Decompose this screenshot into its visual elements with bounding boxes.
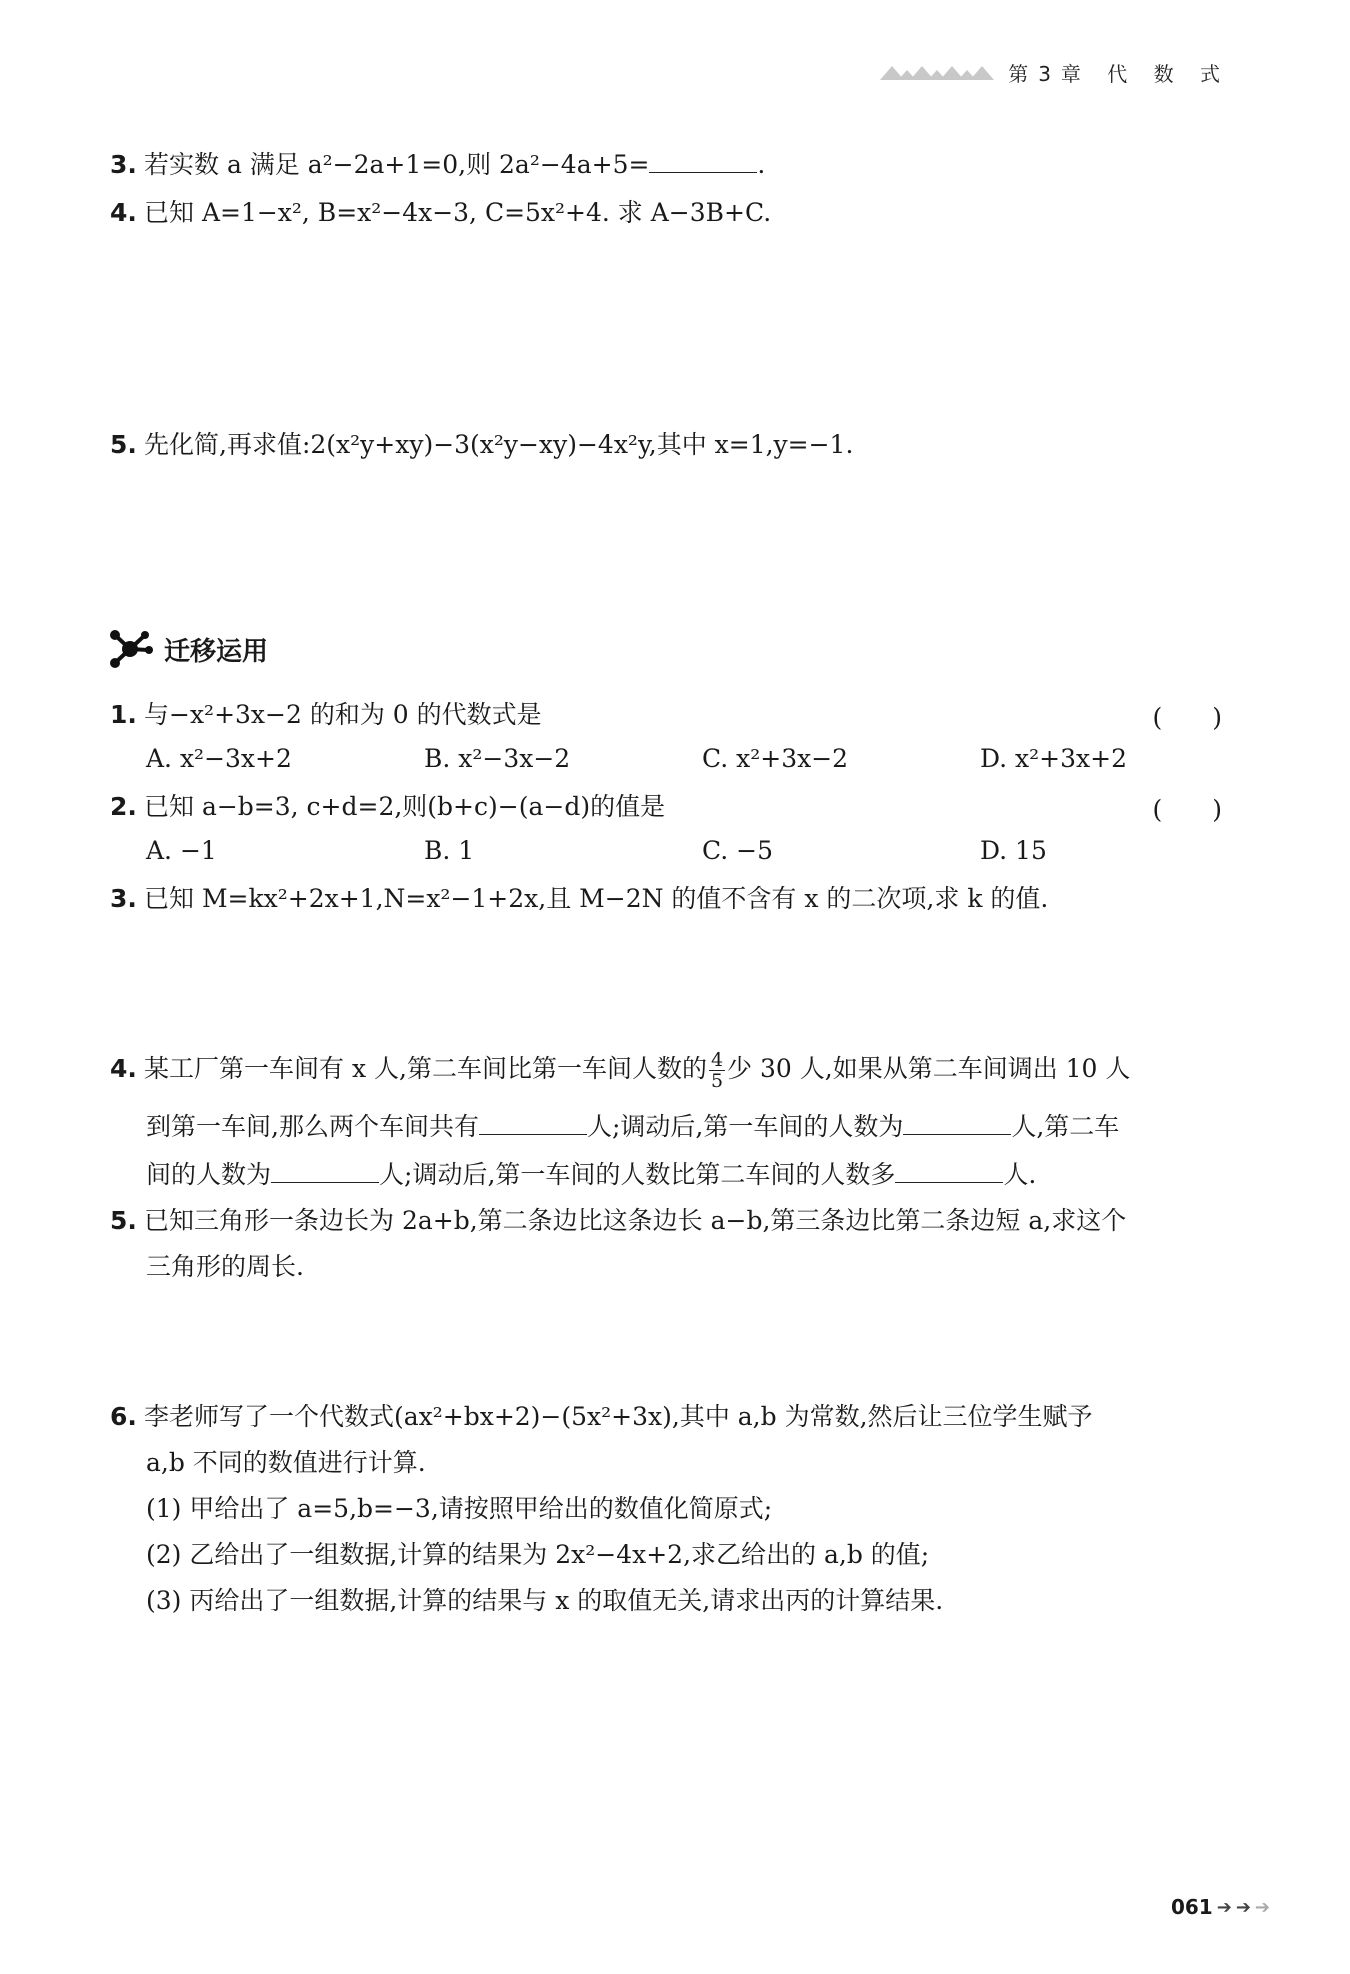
chapter-title: 第3章 代 数 式 [1008,62,1230,86]
fraction: $\frac{4}{5}$ [710,1049,724,1092]
answer-blank[interactable] [479,1112,587,1135]
mc-question-2: 2. 已知 a−b=3, c+d=2,则(b+c)−(a−d)的值是 [110,792,666,821]
question-4-top: 4. 已知 A=1−x², B=x²−4x−3, C=5x²+4. 求 A−3B+C. [110,198,772,227]
option-a[interactable]: A. x²−3x+2 [146,744,292,773]
answer-paren[interactable]: ( ) [1152,703,1222,732]
answer-blank[interactable] [903,1112,1011,1135]
question-5: 5. 已知三角形一条边长为 2a+b,第二条边比这条边长 a−b,第三条边比第二条边短 a,求这个 [110,1206,1127,1235]
mc-question-1: 1. 与−x²+3x−2 的和为 0 的代数式是 [110,700,542,729]
option-d[interactable]: D. 15 [980,836,1047,865]
answer-blank[interactable] [649,150,757,173]
option-a[interactable]: A. −1 [146,836,217,865]
answer-paren[interactable]: ( ) [1152,795,1222,824]
answer-blank[interactable] [271,1160,379,1183]
option-c[interactable]: C. x²+3x−2 [702,744,849,773]
sub-question-2: (2) 乙给出了一组数据,计算的结果为 2x²−4x+2,求乙给出的 a,b 的值; [146,1540,930,1569]
sub-question-1: (1) 甲给出了 a=5,b=−3,请按照甲给出的数值化简原式; [146,1494,773,1523]
page-number: 061 ➔ ➔ ➔ [1170,1895,1270,1919]
arrow-right-icon: ➔ [1235,1896,1251,1918]
answer-blank[interactable] [895,1160,1003,1183]
question-5-line-2: 三角形的周长. [146,1252,304,1281]
mountain-decoration-icon [880,66,988,80]
section-title: 迁移运用 [164,636,269,667]
section-header [108,628,268,670]
arrow-right-icon: ➔ [1254,1896,1270,1918]
molecule-icon [108,628,154,670]
option-d[interactable]: D. x²+3x+2 [980,744,1127,773]
question-4: 4. 某工厂第一车间有 x 人,第二车间比第一车间人数的 $\frac{4}{5}$ 少 30 人,如果从第二车间调出 10 人 [110,1049,1131,1092]
sub-question-3: (3) 丙给出了一组数据,计算的结果与 x 的取值无关,请求出丙的计算结果. [146,1586,944,1615]
option-c[interactable]: C. −5 [702,836,773,865]
question-3: 3. 已知 M=kx²+2x+1,N=x²−1+2x,且 M−2N 的值不含有 x 的二次项,求 k 的值. [110,884,1049,913]
arrow-right-icon: ➔ [1216,1896,1232,1918]
question-4-line-3: 间的人数为 人;调动后,第一车间的人数比第二车间的人数多 人. [146,1160,1037,1189]
question-5-top: 5. 先化简,再求值:2(x²y+xy)−3(x²y−xy)−4x²y,其中 x=1,y=−1. [110,430,854,459]
question-6-line-2: a,b 不同的数值进行计算. [146,1448,426,1477]
question-3-top: 3. 若实数 a 满足 a²−2a+1=0,则 2a²−4a+5= . [110,150,766,179]
question-4-line-2: 到第一车间,那么两个车间共有 人;调动后,第一车间的人数为 人,第二车 [146,1112,1120,1141]
question-6: 6. 李老师写了一个代数式(ax²+bx+2)−(5x²+3x),其中 a,b 为常数,然后让三位学生赋予 [110,1402,1093,1431]
option-b[interactable]: B. 1 [424,836,475,865]
option-b[interactable]: B. x²−3x−2 [424,744,571,773]
page-header [880,58,1230,87]
